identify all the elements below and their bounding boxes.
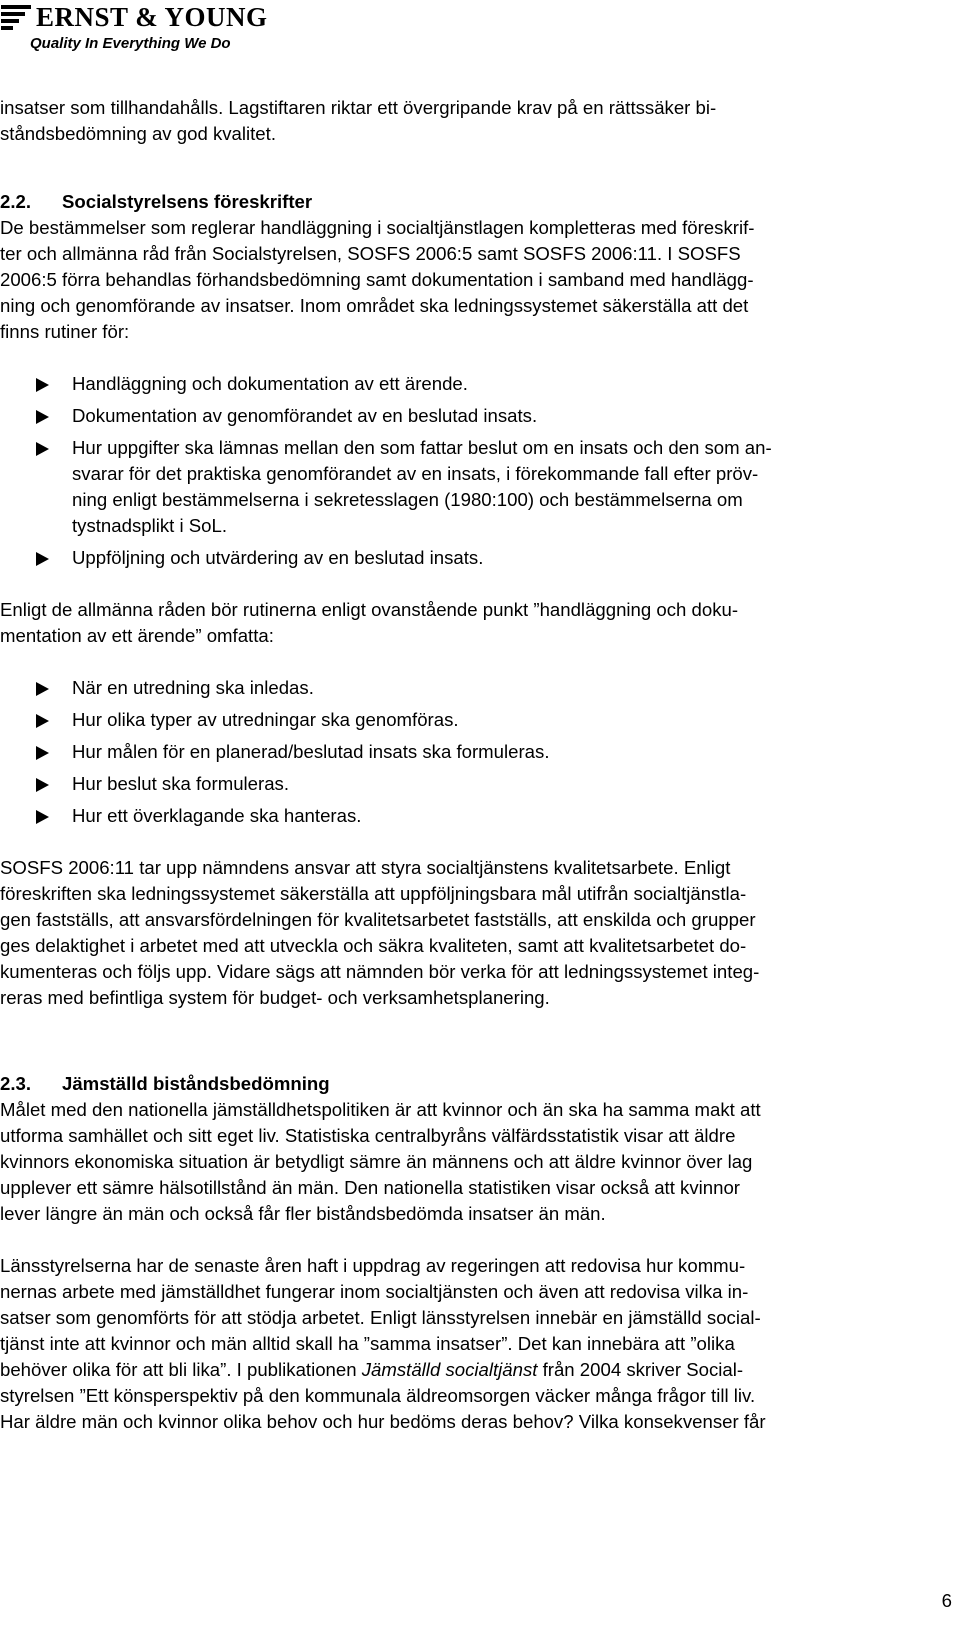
list-item: Hur målen för en planerad/beslutad insats ska formuleras. xyxy=(0,739,958,765)
document-body xyxy=(0,95,958,1435)
bullet-triangle-icon xyxy=(36,746,49,760)
section-number: 2.3. xyxy=(0,1073,32,1094)
section-title: Jämställd biståndsbedömning xyxy=(62,1073,330,1094)
bullet-triangle-icon xyxy=(36,778,49,792)
bullet-triangle-icon xyxy=(36,442,49,456)
section-heading-2-2 xyxy=(0,189,958,215)
list-item: Hur beslut ska formuleras. xyxy=(0,771,958,797)
logo-tagline: Quality In Everything We Do xyxy=(30,35,231,52)
list-item: Hur olika typer av utredningar ska genomföras. xyxy=(0,707,958,733)
bullet-triangle-icon xyxy=(36,378,49,392)
logo-name: ERNST & YOUNG xyxy=(36,2,268,32)
bullet-triangle-icon xyxy=(36,714,49,728)
paragraph: Enligt de allmänna råden bör rutinerna enligt ovanstående punkt ”handläggning och doku- mentation av ett ärende” omfatta: xyxy=(0,599,739,646)
bullet-triangle-icon xyxy=(36,410,49,424)
section-number: 2.2. xyxy=(0,191,32,212)
paragraph: De bestämmelser som reglerar handläggning i socialtjänstlagen kompletteras med föreskrif- ter och allmänna råd från Socialstyrelsen, SOSFS 2006:5 samt SOSFS 2006:11. I SOSFS 2006:5 förra behandlas förhandsbedömning samt dokumentation i samband med handlägg- ning och genomförande av insatser. Inom området ska ledningssystemet säkerställa att det finns rutiner för: xyxy=(0,217,755,342)
logo-bars-icon xyxy=(1,5,31,31)
page-number: 6 xyxy=(941,1590,952,1611)
bullet-triangle-icon xyxy=(36,682,49,696)
list-item: Hur ett överklagande ska hanteras. xyxy=(0,803,958,829)
publication-title: Jämställd socialtjänst xyxy=(361,1359,538,1380)
bullet-list xyxy=(0,371,958,571)
bullet-triangle-icon xyxy=(36,810,49,824)
bullet-list xyxy=(0,675,958,829)
list-item: Uppföljning och utvärdering av en beslutad insats. xyxy=(0,545,958,571)
ernst-young-logo xyxy=(0,2,268,56)
paragraph: Målet med den nationella jämställdhetspolitiken är att kvinnor och än ska ha samma makt att utforma samhället och sitt eget liv. Statistiska centralbyråns välfärdsstatistik visar att äldre kvinnors ekonomiska situation är betydligt sämre än männens och att äldre kvinnor över lag upplever ett sämre hälsotillstånd än män. Den nationella statistiken visar också att kvinnor lever längre än män och också får fler biståndsbedömda insatser än män. xyxy=(0,1099,761,1224)
paragraph: Länsstyrelserna har de senaste åren haft i uppdrag av regeringen att redovisa hur kommu- nernas arbete med jämställdhet fungerar inom socialtjänsten och även att redovisa vilka in- satser som genomförts för att stödja arbetet. Enligt länsstyrelsen innebär en jämställd social- tjänst inte att kvinnor och män alltid skall ha ”samma insatser”. Det kan innebära att ”olika behöver olika för att bli lika”. I publikationen Jämställd socialtjänst från 2004 skriver Social- styrelsen ”Ett könsperspektiv på den kommunala äldreomsorgen väcker många frågor till liv. Har äldre män och kvinnor olika behov och hur bedöms deras behov? Vilka konsekvenser får xyxy=(0,1255,766,1432)
paragraph: SOSFS 2006:11 tar upp nämndens ansvar att styra socialtjänstens kvalitetsarbete. Enligt föreskriften ska ledningssystemet säkerställa att uppföljningsbara mål utifrån socialtjänstla- gen fastställs, att ansvarsfördelningen för kvalitetsarbetet fastställs, att enskilda och grupper ges delaktighet i arbetet med att utveckla och säkra kvaliteten, samt att kvalitetsarbetet do- kumenteras och följs upp. Vidare sägs att nämnden bör verka för att ledningssystemet integ- reras med befintliga system för budget- och verksamhetsplanering. xyxy=(0,857,760,1008)
section-heading-2-3 xyxy=(0,1071,958,1097)
list-item: När en utredning ska inledas. xyxy=(0,675,958,701)
intro-paragraph: insatser som tillhandahålls. Lagstiftaren riktar ett övergripande krav på en rättssäker bi- ståndsbedömning av god kvalitet. xyxy=(0,97,717,144)
list-item: Hur uppgifter ska lämnas mellan den som fattar beslut om en insats och den som an- svarar för det praktiska genomförandet av en insats, i förekommande fall efter pröv- ning enligt bestämmelserna i sekretesslagen (1980:100) och bestämmelserna om tystnadsplikt i SoL. xyxy=(0,435,958,539)
list-item: Handläggning och dokumentation av ett ärende. xyxy=(0,371,958,397)
list-item: Dokumentation av genomförandet av en beslutad insats. xyxy=(0,403,958,429)
bullet-triangle-icon xyxy=(36,552,49,566)
section-title: Socialstyrelsens föreskrifter xyxy=(62,191,313,212)
